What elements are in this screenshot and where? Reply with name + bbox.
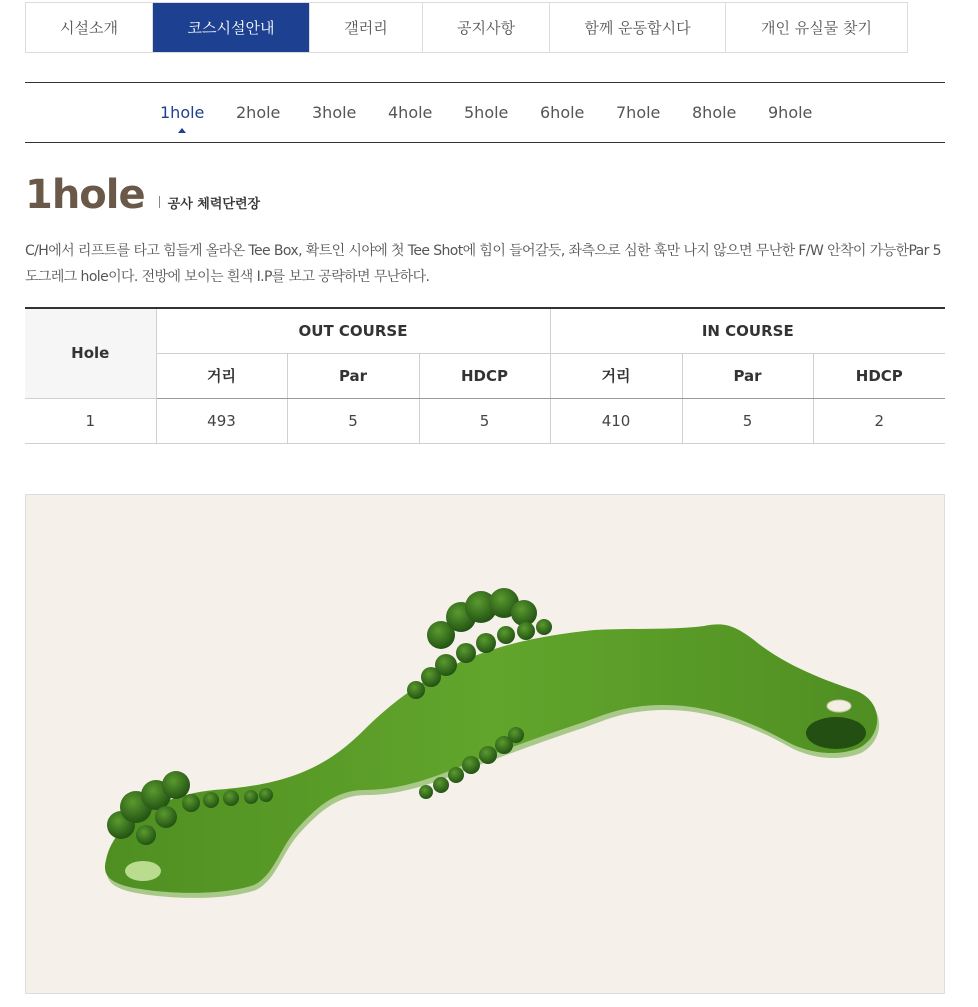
hole-link-8[interactable]: 8hole bbox=[692, 103, 737, 122]
in-par-header: Par bbox=[682, 353, 813, 398]
out-par-cell: 5 bbox=[287, 398, 419, 443]
hole-info-table bbox=[25, 307, 945, 444]
tab-course-guide[interactable] bbox=[153, 3, 310, 52]
course-map-image bbox=[25, 494, 945, 994]
tab-lost-and-found[interactable] bbox=[726, 3, 907, 52]
hole-nav bbox=[25, 82, 945, 143]
in-hdcp-cell: 2 bbox=[813, 398, 945, 443]
title-divider bbox=[159, 196, 160, 208]
tab-exercise-together[interactable] bbox=[550, 3, 726, 52]
hole-column-header: Hole bbox=[25, 308, 156, 398]
hole-link-4[interactable]: 4hole bbox=[388, 103, 433, 122]
tab-gallery[interactable] bbox=[310, 3, 423, 52]
in-distance-cell: 410 bbox=[550, 398, 682, 443]
hole-description: C/H에서 리프트를 타고 힘들게 올라온 Tee Box, 확트인 시야에 첫 Tee Shot에 힘이 들어갈듯, 좌측으로 심한 훅만 나지 않으면 무난한 F/W 안착이 가능한Par 5 도그레그 hole이다. 전방에 보이는 흰색 I.P를 보고 공략하면 무난하다. bbox=[25, 243, 941, 285]
in-hdcp-header: HDCP bbox=[813, 353, 945, 398]
hole-link-3[interactable]: 3hole bbox=[312, 103, 357, 122]
hole-subtitle: 공사 체력단련장 bbox=[167, 197, 261, 212]
hole-link-1[interactable]: 1hole bbox=[160, 103, 205, 122]
hole-title: 1hole bbox=[25, 172, 145, 218]
tab-label: 갤러리 bbox=[344, 19, 388, 37]
out-distance-header: 거리 bbox=[156, 353, 287, 398]
hole-heading bbox=[25, 172, 260, 218]
hole-link-6[interactable]: 6hole bbox=[540, 103, 585, 122]
top-tab-nav bbox=[25, 2, 908, 53]
course-map-illustration bbox=[26, 495, 944, 993]
tab-label: 코스시설안내 bbox=[187, 19, 275, 37]
hole-number-cell: 1 bbox=[25, 398, 156, 443]
tab-label: 공지사항 bbox=[457, 19, 515, 37]
tab-notice[interactable] bbox=[423, 3, 550, 52]
hole-link-7[interactable]: 7hole bbox=[616, 103, 661, 122]
out-distance-cell: 493 bbox=[156, 398, 287, 443]
in-par-cell: 5 bbox=[682, 398, 813, 443]
tab-facility-intro[interactable] bbox=[26, 3, 153, 52]
tab-label: 개인 유실물 찾기 bbox=[761, 19, 872, 37]
out-hdcp-cell: 5 bbox=[419, 398, 550, 443]
tee-box bbox=[125, 861, 161, 881]
out-course-header: OUT COURSE bbox=[156, 308, 550, 353]
out-par-header: Par bbox=[287, 353, 419, 398]
table-row bbox=[25, 398, 945, 443]
tab-label: 함께 운동합시다 bbox=[584, 19, 691, 37]
putting-green bbox=[806, 717, 866, 749]
bunker bbox=[827, 700, 851, 712]
hole-link-5[interactable]: 5hole bbox=[464, 103, 509, 122]
tab-label: 시설소개 bbox=[60, 19, 118, 37]
in-distance-header: 거리 bbox=[550, 353, 682, 398]
hole-link-9[interactable]: 9hole bbox=[768, 103, 813, 122]
out-hdcp-header: HDCP bbox=[419, 353, 550, 398]
hole-link-2[interactable]: 2hole bbox=[236, 103, 281, 122]
in-course-header: IN COURSE bbox=[550, 308, 945, 353]
